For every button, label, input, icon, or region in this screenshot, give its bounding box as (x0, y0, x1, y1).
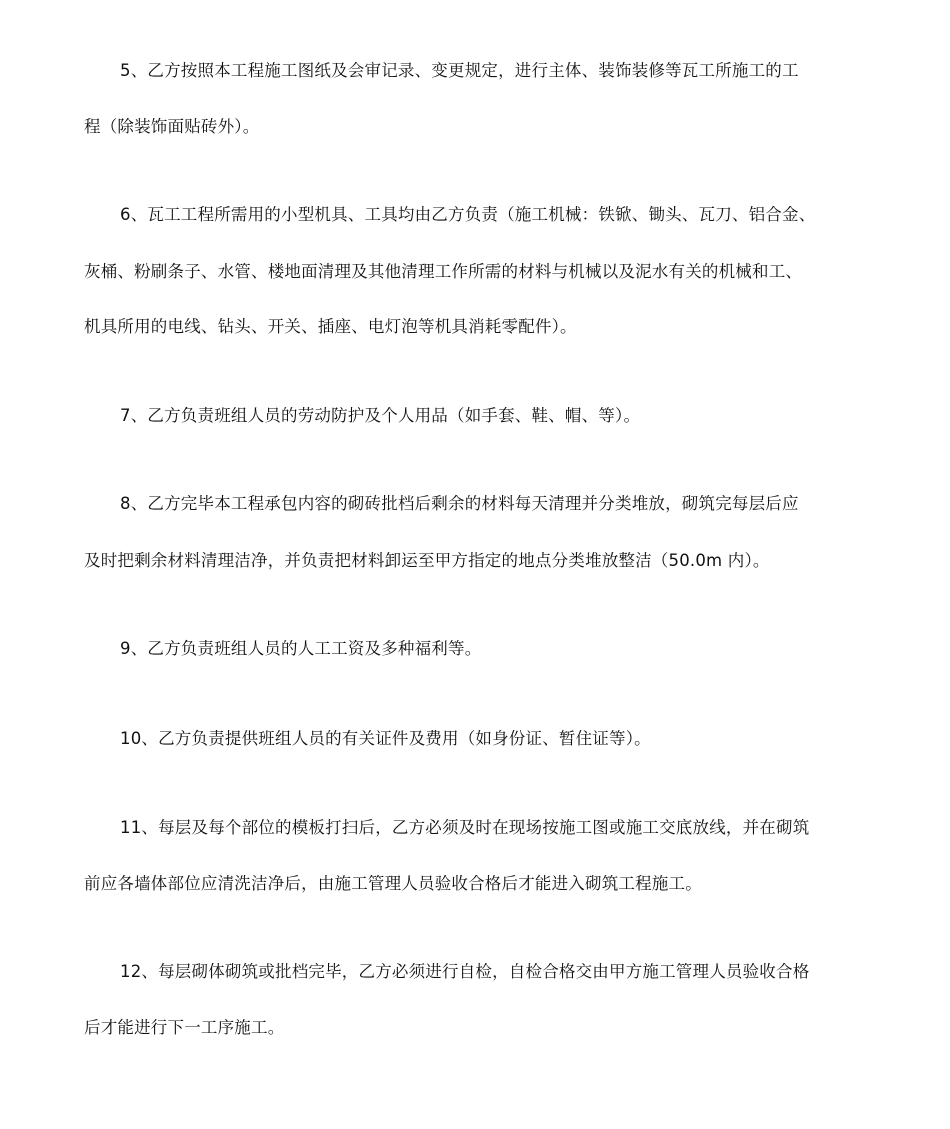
paragraph-8-line-1: 8、乙方完毕本工程承包内容的砌砖批档后剩余的材料每天清理并分类堆放，砌筑完每层后应 (120, 494, 799, 513)
paragraph-6-line-3: 机具所用的电线、钻头、开关、插座、电灯泡等机具消耗零配件）。 (84, 317, 577, 336)
paragraph-8-line-2: 及时把剩余材料清理洁净，并负责把材料卸运至甲方指定的地点分类堆放整洁（50.0m 内）。 (84, 551, 770, 570)
paragraph-12-line-2: 后才能进行下一工序施工。 (84, 1018, 285, 1037)
paragraph-10-line-1: 10、乙方负责提供班组人员的有关证件及费用（如身份证、暂住证等）。 (120, 729, 651, 748)
paragraph-7-line-1: 7、乙方负责班组人员的劳动防护及个人用品（如手套、鞋、帽、等）。 (120, 406, 641, 425)
paragraph-9-line-1: 9、乙方负责班组人员的人工工资及多种福利等。 (120, 639, 482, 658)
paragraph-11-line-1: 11、每层及每个部位的模板打扫后，乙方必须及时在现场按施工图或施工交底放线，并在砌筑 (120, 818, 810, 837)
paragraph-6-line-2: 灰桶、粉刷条子、水管、楼地面清理及其他清理工作所需的材料与机械以及泥水有关的机械和工、 (84, 262, 803, 281)
paragraph-6-line-1: 6、瓦工工程所需用的小型机具、工具均由乙方负责（施工机械：铁锨、锄头、瓦刀、铝合金、 (120, 205, 816, 224)
paragraph-12-line-1: 12、每层砌体砌筑或批档完毕，乙方必须进行自检，自检合格交由甲方施工管理人员验收合格 (120, 962, 810, 981)
paragraph-5-line-2: 程（除装饰面贴砖外）。 (84, 117, 260, 136)
paragraph-11-line-2: 前应各墙体部位应清洗洁净后，由施工管理人员验收合格后才能进入砌筑工程施工。 (84, 874, 702, 893)
paragraph-5-line-1: 5、乙方按照本工程施工图纸及会审记录、变更规定，进行主体、装饰装修等瓦工所施工的工 (120, 61, 799, 80)
